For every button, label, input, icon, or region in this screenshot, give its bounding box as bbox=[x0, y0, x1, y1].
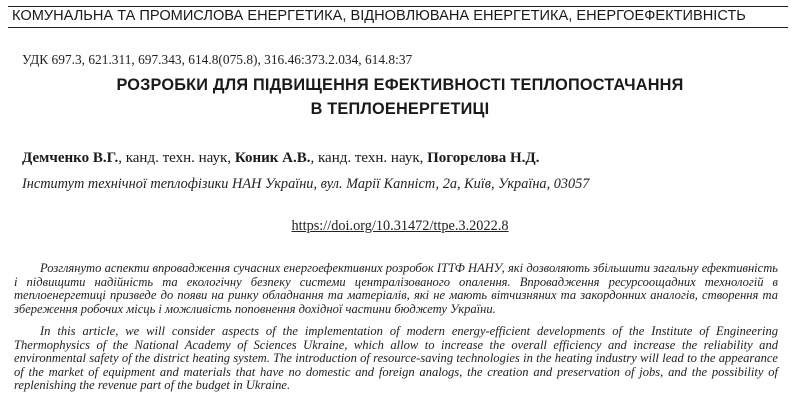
author-name: Коник А.В. bbox=[234, 150, 311, 166]
author-name: Погорєлова Н.Д. bbox=[427, 150, 540, 166]
section-title: КОМУНАЛЬНА ТА ПРОМИСЛОВА ЕНЕРГЕТИКА, ВІДНОВЛЮВАНА ЕНЕРГЕТИКА, ЕНЕРГОЕФЕКТИВНІСТЬ bbox=[12, 8, 746, 24]
author-degree: , канд. техн. наук, bbox=[118, 150, 235, 166]
authors-line bbox=[22, 150, 539, 167]
author-degree: , канд. техн. наук, bbox=[310, 150, 428, 166]
abstract-ukrainian: Розглянуто аспекти впровадження сучасних енергоефективних розробок ІТТФ НАНУ, які дозволяють збільшити загальну ефективність і підвищити надійність та екологічну безпеку системи централізованого опалення. Впровадження ресурсоощадних технологій в теплоенергетиці призведе до появи на ринку обладнання та матеріалів, які не мають вітчизняних та закордонних аналогів, створення та збереження робочих місць і можливість поповнення дохідної частини бюджету України. bbox=[14, 261, 778, 316]
affiliation: Інститут технічної теплофізики НАН України, вул. Марії Капніст, 2а, Київ, Україна, 03057 bbox=[22, 176, 590, 192]
author-name: Демченко В.Г. bbox=[22, 150, 119, 166]
article-title-line-1: РОЗРОБКИ ДЛЯ ПІДВИЩЕННЯ ЕФЕКТИВНОСТІ ТЕПЛОПОСТАЧАННЯ bbox=[116, 76, 684, 94]
doi-link[interactable]: https://doi.org/10.31472/ttpe.3.2022.8 bbox=[291, 218, 509, 234]
section-header bbox=[8, 6, 788, 28]
doi-line bbox=[0, 218, 800, 235]
article-title-line-2: В ТЕПЛОЕНЕРГЕТИЦІ bbox=[310, 100, 490, 118]
abstract-english: In this article, we will consider aspects of the implementation of modern energy-efficient developments of the Institute of Engineering Thermophysics of the National Academy of Sciences Ukraine, which allow to increase the overall efficiency and increase the reliability and environmental safety of the district heating system. The introduction of resource-saving technologies in the heating industry will lead to the appearance of the market of equipment and materials that have no domestic and foreign analogs, the creation and preservation of jobs, and the possibility of replenishing the revenue part of the budget in Ukraine. bbox=[14, 324, 778, 393]
udc-code: УДК 697.3, 621.311, 697.343, 614.8(075.8), 316.46:373.2.034, 614.8:37 bbox=[22, 52, 413, 67]
